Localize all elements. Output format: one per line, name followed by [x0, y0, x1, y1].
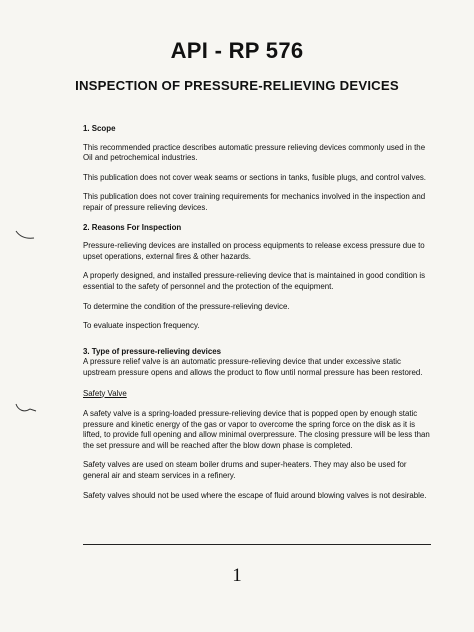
paragraph: This publication does not cover training requirements for mechanics involved in the inspection and repair of pressure relieving devices. — [83, 192, 426, 212]
section-heading-types: 3. Type of pressure-relieving devices — [83, 346, 221, 356]
paragraph: To determine the condition of the pressure-relieving device. — [83, 301, 290, 311]
margin-pen-mark — [14, 402, 38, 416]
paragraph: A safety valve is a spring-loaded pressure-relieving device that is popped open by enough static pressure and kinetic energy of the gas or vapor to overcome the spring force on the disk as it is lifted, to provide full opening and allow minimal overpressure. The closing pressure will be less than the set pressure and will be reached after the blow down phase is completed. — [83, 409, 430, 450]
paragraph: Pressure-relieving devices are installed on process equipments to release excess pressure due to upset operations, external fires & other hazards. — [83, 241, 425, 261]
section-heading-scope: 1. Scope — [83, 124, 116, 133]
document-body — [83, 124, 433, 510]
paragraph: A pressure relief valve is an automatic pressure-relieving device that under excessive static upstream pressure opens and allows the product to flow until normal pressure has been restored. — [83, 357, 423, 377]
document-subtitle: INSPECTION OF PRESSURE-RELIEVING DEVICES — [75, 78, 399, 93]
paragraph: Safety valves should not be used where the escape of fluid around blowing valves is not desirable. — [83, 490, 427, 500]
document-title: API - RP 576 — [170, 38, 304, 63]
paragraph: Safety valves are used on steam boiler drums and super-heaters. They may also be used for general air and steam services in a refinery. — [83, 460, 407, 481]
paragraph: To evaluate inspection frequency. — [83, 321, 200, 331]
paragraph: This recommended practice describes automatic pressure relieving devices commonly used in the Oil and petrochemical industries. — [83, 142, 426, 163]
paragraph: This publication does not cover weak seams or sections in tanks, fusible plugs, and control valves. — [83, 172, 426, 182]
section-heading-reasons: 2. Reasons For Inspection — [83, 222, 182, 232]
paragraph: A properly designed, and installed pressure-relieving device that is maintained in good condition is essential to the safety of personnel and the protection of the equipment. — [83, 271, 426, 291]
margin-pen-mark — [14, 228, 36, 242]
page-number: 1 — [232, 565, 242, 586]
subheading-safety-valve: Safety Valve — [83, 388, 127, 398]
footer-rule — [83, 544, 431, 545]
